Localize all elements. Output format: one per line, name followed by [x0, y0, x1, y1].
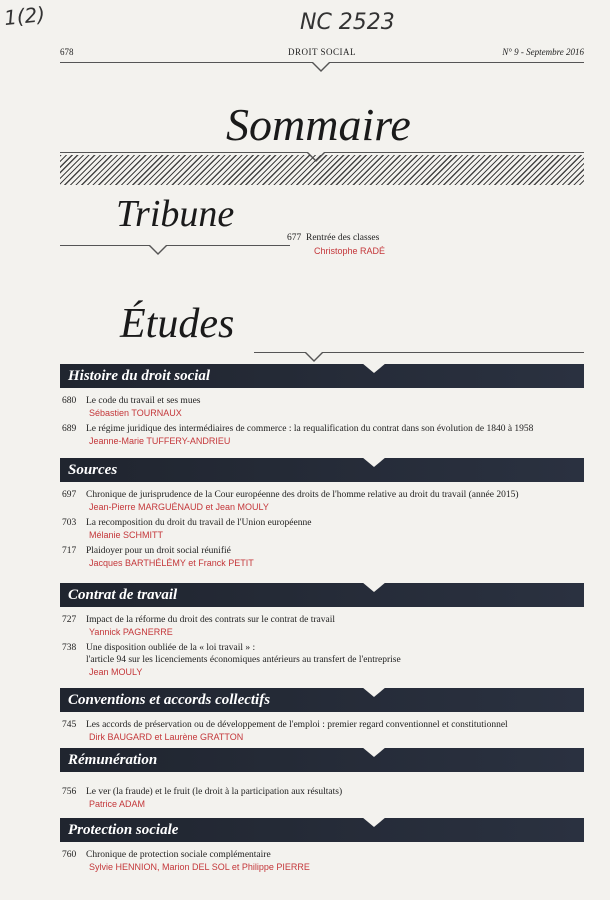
- toc-entry[interactable]: 745 Les accords de préservation ou de développement de l'emploi : premier regard conventionnel et constitutionnel Dirk BAUGARD et Laurène GRATTON: [62, 719, 582, 743]
- section-protection: Protection sociale: [60, 818, 584, 842]
- issue-label: N° 9 - Septembre 2016: [502, 47, 584, 57]
- entry-author: Sylvie HENNION, Marion DEL SOL et Philippe PIERRE: [89, 862, 310, 872]
- handwritten-note-top: NC 2523: [300, 10, 395, 35]
- etudes-title: Études: [120, 301, 235, 347]
- toc-entry[interactable]: 738 Une disposition oubliée de la « loi travail » : l'article 94 sur les licenciements économiques antérieurs au transfert de l'entreprise Jean MOULY: [62, 642, 582, 678]
- entry-author: Jacques BARTHÉLÉMY et Franck PETIT: [89, 558, 254, 568]
- tribune-author: Christophe RADÉ: [314, 246, 386, 256]
- section-sources: Sources: [60, 458, 584, 482]
- section-contrat: Contrat de travail: [60, 583, 584, 607]
- entry-author: Jean MOULY: [89, 667, 143, 677]
- toc-entry[interactable]: 760 Chronique de protection sociale complémentaire Sylvie HENNION, Marion DEL SOL et Philippe PIERRE: [62, 849, 582, 873]
- tribune-page: 677: [287, 233, 302, 243]
- toc-entry[interactable]: 703 La recomposition du droit du travail de l'Union européenne Mélanie SCHMITT: [62, 517, 582, 541]
- toc-entry[interactable]: 680 Le code du travail et ses mues Sébastien TOURNAUX: [62, 395, 582, 419]
- etudes-notch: [304, 352, 324, 362]
- entry-author: Yannick PAGNERRE: [89, 627, 173, 637]
- sommaire-title: Sommaire: [226, 99, 411, 150]
- section-histoire: Histoire du droit social: [60, 364, 584, 388]
- page-header: [60, 47, 584, 61]
- header-notch: [311, 62, 331, 72]
- hatched-band: [60, 155, 584, 185]
- toc-entry[interactable]: 697 Chronique de jurisprudence de la Cour européenne des droits de l'homme relative au droit du travail (année 2015) Jean-Pierre MARGUÉNAUD et Jean MOULY: [62, 489, 582, 513]
- handwritten-note-left: 1(2): [2, 1, 47, 31]
- toc-entry[interactable]: 756 Le ver (la fraude) et le fruit (le droit à la participation aux résultats) Patrice ADAM: [62, 786, 582, 810]
- tribune-entry[interactable]: [287, 233, 379, 243]
- section-remuneration: Rémunération: [60, 748, 584, 772]
- tribune-notch: [148, 245, 168, 255]
- entry-author: Sébastien TOURNAUX: [89, 408, 182, 418]
- toc-entry[interactable]: 727 Impact de la réforme du droit des contrats sur le contrat de travail Yannick PAGNERRE: [62, 614, 582, 638]
- entry-author: Mélanie SCHMITT: [89, 530, 164, 540]
- tribune-rule: [60, 245, 290, 246]
- journal-name: DROIT SOCIAL: [287, 47, 357, 57]
- toc-entry[interactable]: 689 Le régime juridique des intermédiaires de commerce : la requalification du contrat dans son évolution de 1840 à 1958 Jeanne-Marie TUFFERY-ANDRIEU: [62, 423, 582, 447]
- entry-author: Dirk BAUGARD et Laurène GRATTON: [89, 732, 244, 742]
- page-number: 678: [60, 47, 74, 57]
- entry-author: Patrice ADAM: [89, 799, 146, 809]
- section-conventions: Conventions et accords collectifs: [60, 688, 584, 712]
- tribune-article-title: Rentrée des classes: [306, 233, 380, 243]
- entry-author: Jeanne-Marie TUFFERY-ANDRIEU: [89, 436, 231, 446]
- toc-entry[interactable]: 717 Plaidoyer pour un droit social réunifié Jacques BARTHÉLÉMY et Franck PETIT: [62, 545, 582, 569]
- tribune-title: Tribune: [116, 193, 235, 235]
- entry-author: Jean-Pierre MARGUÉNAUD et Jean MOULY: [89, 502, 269, 512]
